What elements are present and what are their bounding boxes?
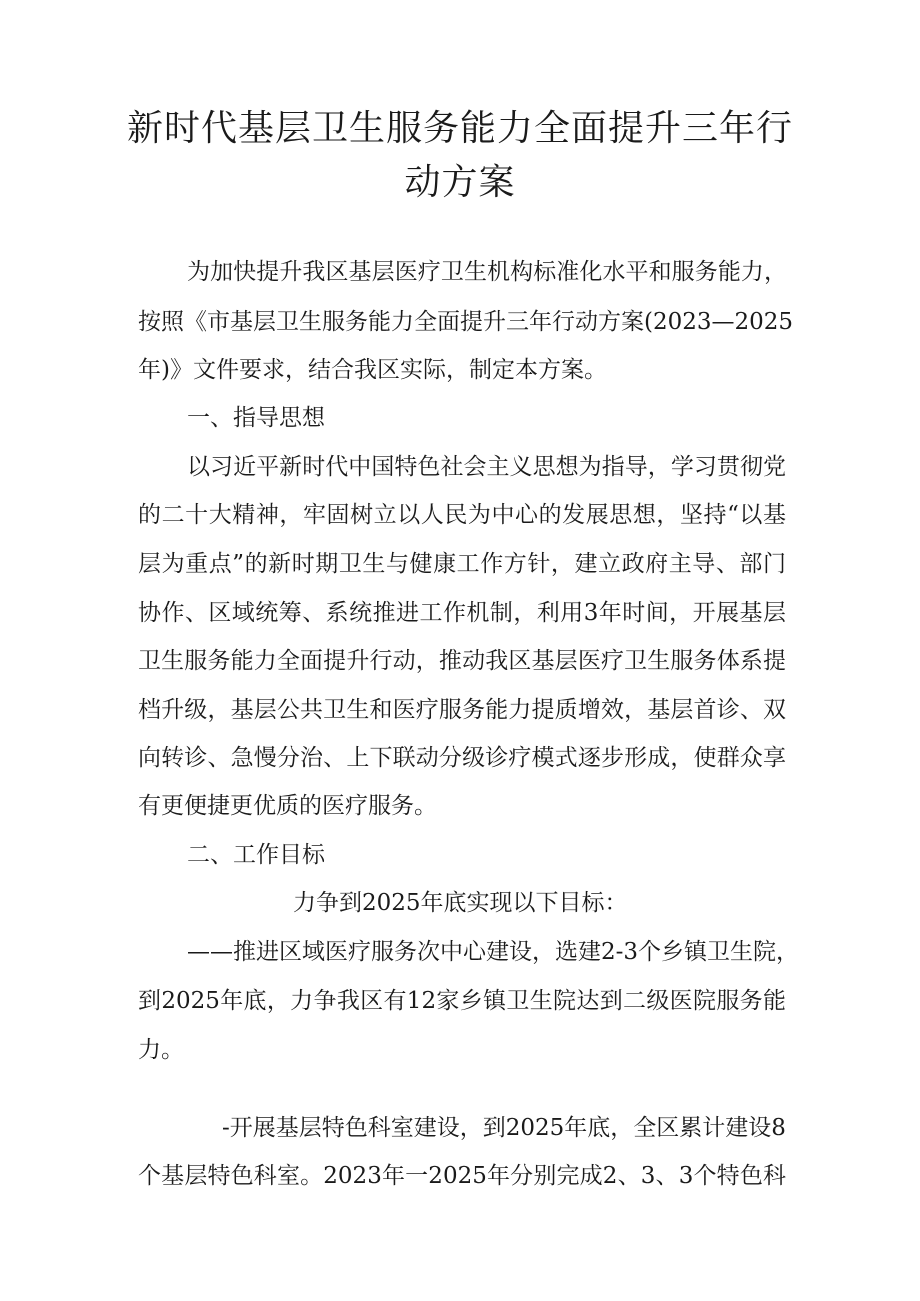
paragraph-line: 档升级，基层公共卫生和医疗服务能力提质增效，基层首诊、双 bbox=[138, 697, 786, 723]
paragraph-line: 向转诊、急慢分治、上下联动分级诊疗模式逐步形成，使群众享 bbox=[138, 745, 786, 771]
paragraph-line: -开展基层特色科室建设，到2025年底，全区累计建设8 bbox=[222, 1115, 786, 1141]
paragraph-line: 层为重点”的新时期卫生与健康工作方针，建立政府主导、部门 bbox=[138, 551, 786, 577]
document-title-line-1: 新时代基层卫生服务能力全面提升三年行 bbox=[126, 108, 793, 149]
paragraph-line: 的二十大精神，牢固树立以人民为中心的发展思想，坚持“以基 bbox=[138, 502, 786, 528]
section-heading: 一、指导思想 bbox=[187, 405, 325, 431]
paragraph-line: 按照《市基层卫生服务能力全面提升三年行动方案(2023—2025 bbox=[138, 309, 794, 335]
paragraph-line: 力。 bbox=[138, 1037, 184, 1063]
document-title-line-2: 动方案 bbox=[404, 162, 516, 203]
paragraph-line: 以习近平新时代中国特色社会主义思想为指导，学习贯彻党 bbox=[187, 454, 786, 480]
paragraph-line: 协作、区域统筹、系统推进工作机制，利用3年时间，开展基层 bbox=[138, 600, 786, 626]
paragraph-line: 有更便捷更优质的医疗服务。 bbox=[138, 793, 437, 819]
paragraph-line: 年)》文件要求，结合我区实际，制定本方案。 bbox=[138, 357, 607, 383]
paragraph-line: 到2025年底，力争我区有12家乡镇卫生院达到二级医院服务能 bbox=[138, 988, 786, 1014]
paragraph-line: 个基层特色科室。2023年一2025年分别完成2、3、3个特色科 bbox=[138, 1163, 786, 1189]
goal-intro: 力争到2025年底实现以下目标： bbox=[293, 890, 628, 916]
paragraph-line: 为加快提升我区基层医疗卫生机构标准化水平和服务能力， bbox=[187, 259, 787, 285]
paragraph-line: 卫生服务能力全面提升行动，推动我区基层医疗卫生服务体系提 bbox=[138, 648, 786, 674]
section-heading: 二、工作目标 bbox=[187, 842, 325, 868]
paragraph-line: ——推进区域医疗服务次中心建设，选建2-3个乡镇卫生院， bbox=[187, 939, 800, 965]
